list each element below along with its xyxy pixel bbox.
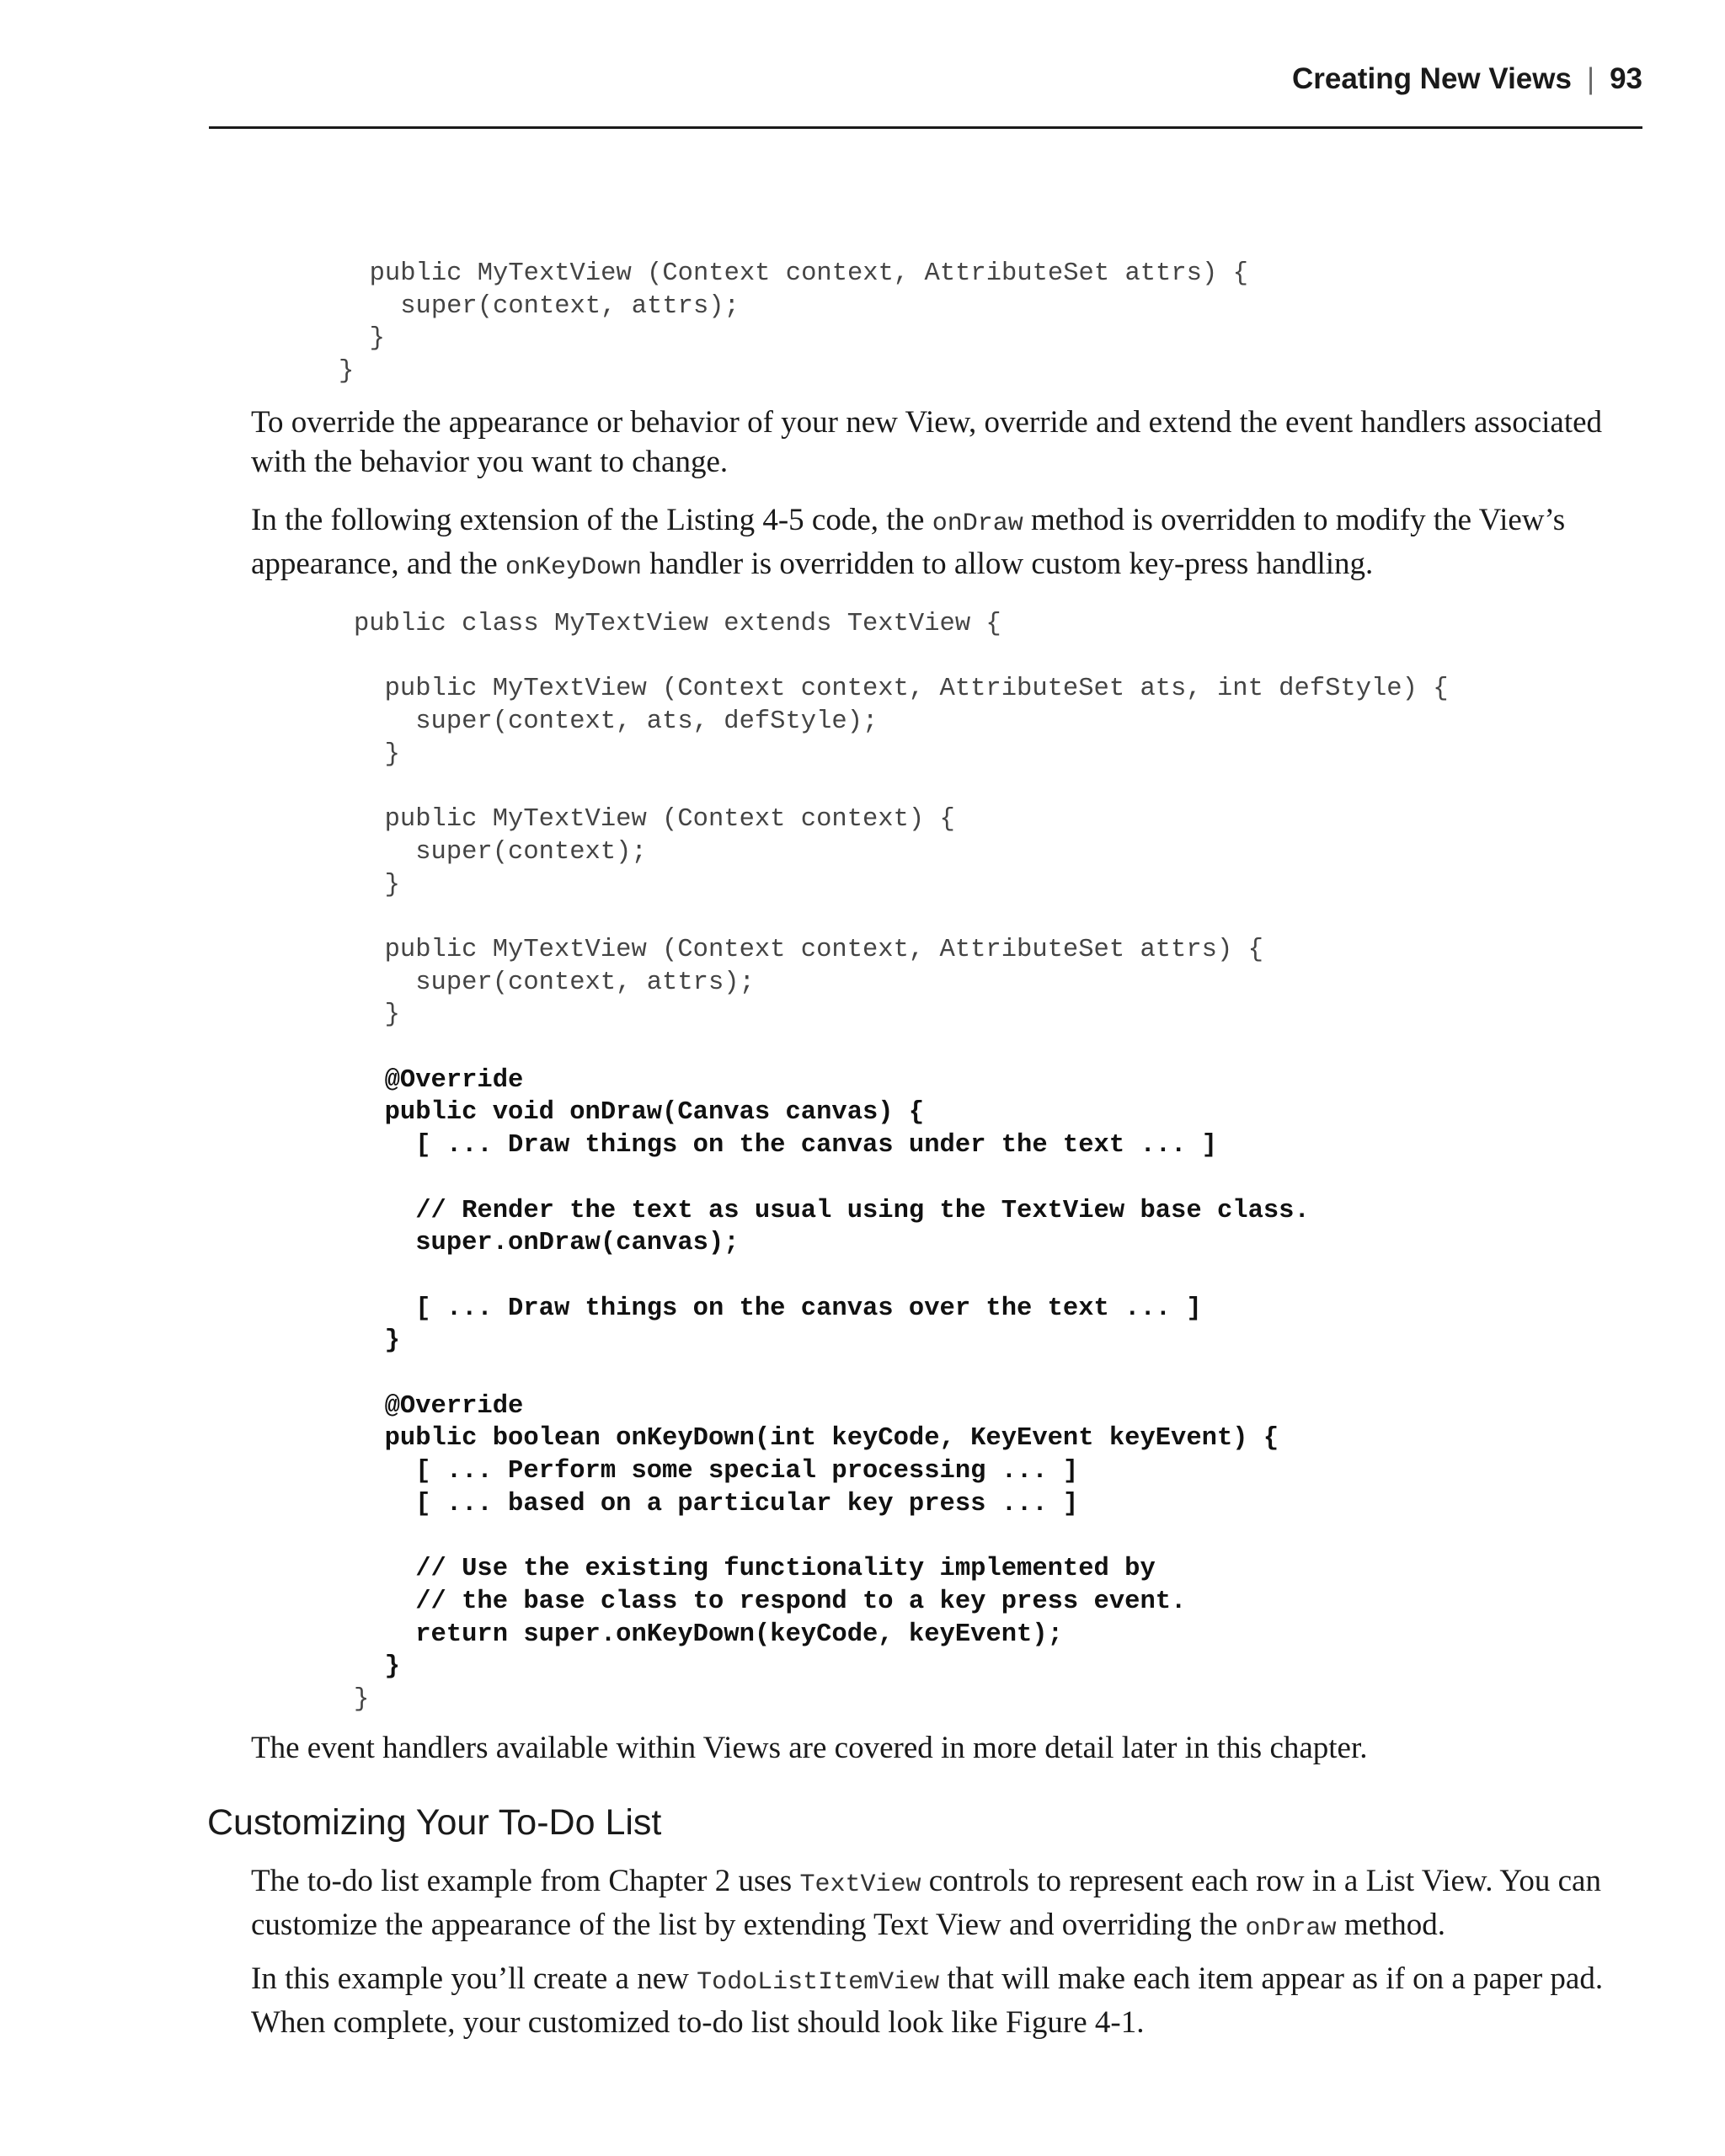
paragraph-text: handler is overridden to allow custom key-press handling. [642,547,1374,581]
paragraph-text: The to-do list example from Chapter 2 uses [251,1864,800,1898]
paragraph-text: that will make each item appear as if on a paper pad. When complete, your customized to-do list should look like Figure 4-1. [251,1961,1604,2040]
code-line: public MyTextView (Context context, AttributeSet attrs) { [354,935,1263,964]
code-line: [ ... Perform some special processing ... ] [354,1457,1079,1486]
paragraph-todo-example [251,1959,1632,2042]
header-title: Creating New Views [1291,62,1572,95]
code-line: super(context); [354,837,647,867]
code-line: } [354,1326,400,1356]
code-line: } [354,1685,370,1715]
code-line [354,1032,1449,1065]
inline-code-textview: TextView [799,1870,921,1899]
code-line [354,1260,1449,1293]
header-rule [209,126,1642,129]
section-heading: Customizing Your To-Do List [207,1802,662,1843]
code-line: [ ... Draw things on the canvas over the text ... ] [354,1294,1202,1323]
paragraph-text: method. [1336,1908,1446,1942]
code-line [354,641,1449,674]
code-line: // the base class to respond to a key press event. [354,1587,1187,1616]
code-line: } [354,739,400,769]
code-line: public boolean onKeyDown(int keyCode, KeyEvent keyEvent) { [354,1424,1279,1454]
code-line: public MyTextView (Context context, AttributeSet attrs) { [339,259,1248,288]
paragraph-text: In the following extension of the Listing 4-5 code, the [251,503,932,537]
page-number: 93 [1610,62,1642,95]
header-separator: | [1586,62,1595,95]
paragraph-text: method is overridden to modify the View’s appearance, and the [251,503,1566,581]
code-line: return super.onKeyDown(keyCode, keyEvent); [354,1620,1063,1649]
inline-code-ondraw: onDraw [1245,1914,1337,1943]
code-line: } [339,324,385,354]
paragraph-override-intro [251,403,1632,482]
code-line: // Use the existing functionality implemented by [354,1555,1156,1584]
code-line: public class MyTextView extends TextView { [354,610,1001,638]
code-line [354,901,1449,934]
code-line: // Render the text as usual using the TextView base class. [354,1196,1310,1225]
running-header [1292,62,1642,96]
code-line: public MyTextView (Context context, AttributeSet ats, int defStyle) { [354,675,1449,704]
code-listing-top [339,258,1248,388]
code-line: @Override [354,1065,524,1095]
paragraph-text: The event handlers available within Views are covered in more detail later in this chapter. [251,1731,1368,1765]
paragraph-listing-intro [251,500,1632,588]
code-line: public void onDraw(Canvas canvas) { [354,1098,925,1128]
code-line [354,771,1449,804]
code-line: super(context, attrs); [354,968,755,997]
code-line: [ ... based on a particular key press ... ] [354,1489,1079,1518]
paragraph-text: In this example you’ll create a new [251,1961,697,1996]
code-line: super.onDraw(canvas); [354,1229,740,1258]
code-line: public MyTextView (Context context) { [354,805,955,835]
paragraph-event-handlers [251,1728,1632,1768]
code-listing-main [354,608,1449,1716]
code-line: } [354,870,400,899]
code-line: super(context, attrs); [339,291,740,321]
inline-code-todolistitemview: TodoListItemView [697,1968,940,1997]
code-line [354,1162,1449,1195]
code-line: } [354,1652,400,1682]
code-line [354,1521,1449,1554]
code-line: super(context, ats, defStyle); [354,707,879,737]
paragraph-text: controls to represent each row in a List View. You can customize the appearance of the list by extending Text View and overriding the [251,1864,1601,1942]
code-line [354,1358,1449,1390]
code-line: } [339,357,355,387]
paragraph-todo-intro [251,1861,1632,1949]
paragraph-text: To override the appearance or behavior of your new View, override and extend the event handlers associated with the behavior you want to change. [251,405,1603,479]
inline-code-ondraw: onDraw [932,510,1023,538]
code-line: [ ... Draw things on the canvas under the text ... ] [354,1131,1217,1161]
code-line: @Override [354,1391,524,1421]
code-line: } [354,1001,400,1030]
inline-code-onkeydown: onKeyDown [505,553,643,582]
